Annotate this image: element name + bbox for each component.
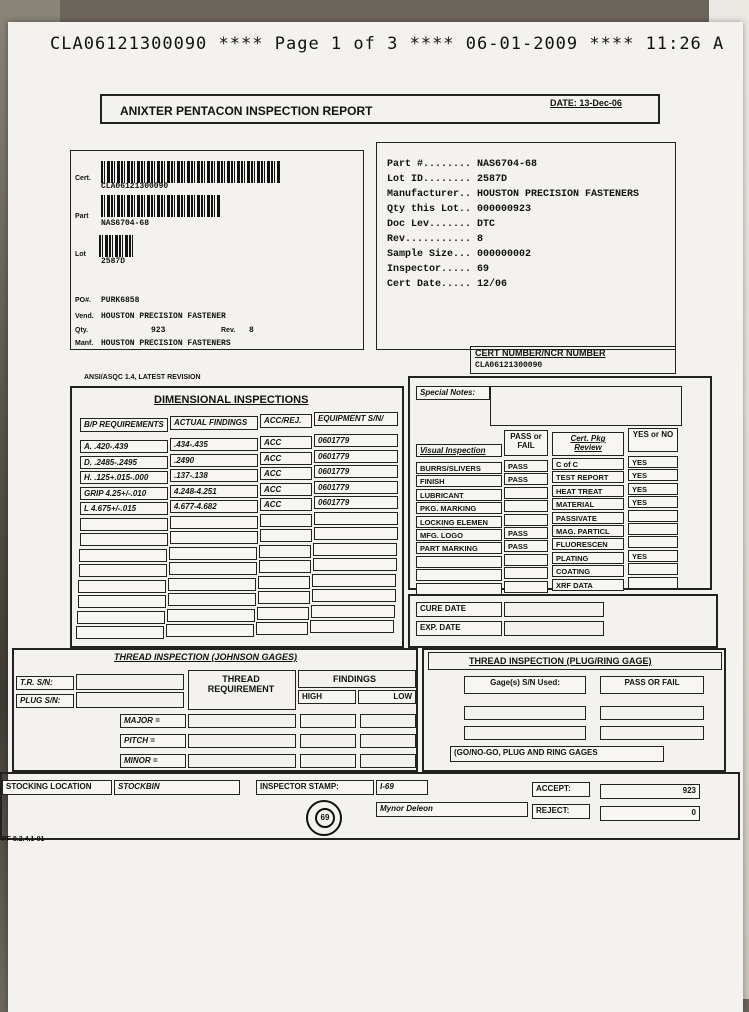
rev-label: Rev. bbox=[221, 327, 236, 334]
minor-label: MINOR = bbox=[120, 754, 186, 768]
dim-cell-empty[interactable] bbox=[166, 624, 254, 637]
high-label: HIGH bbox=[298, 690, 356, 704]
visual-cell: MAG. PARTICL bbox=[552, 525, 624, 537]
part-value: NAS6704-68 bbox=[101, 219, 150, 228]
inspector-stamp-value: I-69 bbox=[376, 780, 428, 795]
dim-cell-empty[interactable] bbox=[170, 531, 258, 544]
gage-sn-field-1[interactable] bbox=[464, 706, 586, 720]
cert-ncr-box bbox=[470, 346, 676, 374]
visual-cell[interactable] bbox=[504, 514, 548, 526]
accept-label: ACCEPT: bbox=[532, 782, 590, 797]
header-separator: **** bbox=[409, 34, 455, 54]
pitch-low[interactable] bbox=[360, 734, 416, 748]
visual-cell: BURRS/SLIVERS bbox=[416, 462, 502, 474]
dim-cell-empty[interactable] bbox=[80, 518, 168, 531]
visual-cell[interactable] bbox=[416, 569, 502, 581]
thread-plug-title-box bbox=[428, 652, 722, 670]
dim-cell-empty[interactable] bbox=[169, 547, 257, 560]
dim-cell-empty[interactable] bbox=[260, 529, 312, 542]
visual-cell: TEST REPORT bbox=[552, 471, 624, 483]
stocking-label: STOCKING LOCATION bbox=[2, 780, 112, 795]
dim-cell: ACC bbox=[260, 498, 312, 511]
dim-cell: D. .2485-.2495 bbox=[80, 456, 168, 469]
reject-value: 0 bbox=[600, 806, 700, 821]
vend-value: HOUSTON PRECISION FASTENER bbox=[101, 312, 226, 321]
stocking-value: STOCKBIN bbox=[114, 780, 240, 795]
dim-cell: 0601779 bbox=[314, 481, 398, 494]
lot-label: Lot bbox=[75, 251, 86, 258]
dim-cell-empty[interactable] bbox=[169, 562, 257, 575]
gage-note: (GO/NO-GO, PLUG AND RING GAGES bbox=[450, 746, 664, 762]
visual-cell: MFG. LOGO bbox=[416, 529, 502, 541]
dim-cell-empty[interactable] bbox=[76, 626, 164, 639]
thread-johnson-title: THREAD INSPECTION (JOHNSON GAGES) bbox=[114, 652, 298, 662]
visual-cell[interactable] bbox=[416, 583, 502, 595]
major-high[interactable] bbox=[300, 714, 356, 728]
visual-cell: C of C bbox=[552, 458, 624, 470]
visual-header: Visual Inspection bbox=[416, 444, 502, 457]
thread-req-label: THREAD REQUIREMENT bbox=[207, 674, 275, 694]
dim-cell-empty[interactable] bbox=[78, 595, 166, 608]
visual-cell: HEAT TREAT bbox=[552, 485, 624, 497]
dim-cell-empty[interactable] bbox=[314, 527, 398, 540]
dim-cell-empty[interactable] bbox=[80, 533, 168, 546]
header-page: Page 1 of 3 bbox=[274, 34, 399, 54]
gage-sn-label: Gage(s) S/N Used: bbox=[464, 676, 586, 694]
dim-header: ACC/REJ. bbox=[260, 414, 312, 428]
footer-block bbox=[0, 772, 740, 840]
dim-cell: ACC bbox=[260, 436, 312, 449]
info-line: Cert Date..... 12/06 bbox=[387, 279, 508, 290]
title-box bbox=[100, 94, 660, 124]
dim-cell-empty[interactable] bbox=[167, 609, 255, 622]
visual-cell[interactable] bbox=[504, 567, 548, 579]
inspector-stamp-number: 69 bbox=[315, 808, 335, 828]
dim-cell-empty[interactable] bbox=[79, 564, 167, 577]
info-line: Qty this Lot.. 000000923 bbox=[387, 204, 532, 215]
inspector-name: Mynor Deleon bbox=[376, 802, 528, 817]
visual-cell: YES bbox=[628, 483, 678, 495]
plug-sn-label: PLUG S/N: bbox=[16, 694, 74, 708]
pitch-req[interactable] bbox=[188, 734, 296, 748]
qty-label: Qty. bbox=[75, 327, 89, 334]
dim-cell: 0601779 bbox=[314, 465, 398, 478]
dim-cell: H. .125+.015-.000 bbox=[80, 471, 168, 484]
report-title: ANIXTER PENTACON INSPECTION REPORT bbox=[120, 104, 373, 118]
dim-cell: GRIP 4.25+/-.010 bbox=[80, 487, 168, 500]
major-req[interactable] bbox=[188, 714, 296, 728]
cure-date-field[interactable] bbox=[504, 602, 604, 617]
dim-cell-empty[interactable] bbox=[170, 516, 258, 529]
dim-header: B/P REQUIREMENTS bbox=[80, 418, 168, 432]
lot-info-lines bbox=[387, 157, 639, 292]
visual-cell[interactable] bbox=[628, 563, 678, 575]
part-label: Part bbox=[75, 213, 89, 220]
qty-value: 923 bbox=[151, 326, 166, 335]
lot-info-block bbox=[376, 142, 676, 350]
info-line: Manufacturer.. HOUSTON PRECISION FASTENERS bbox=[387, 189, 640, 200]
visual-cell[interactable] bbox=[628, 510, 678, 522]
dim-cell-empty[interactable] bbox=[311, 605, 395, 618]
info-line: Doc Lev....... DTC bbox=[387, 219, 496, 230]
yesno-header: YES or NO bbox=[628, 428, 678, 452]
visual-cell: YES bbox=[628, 469, 678, 481]
visual-cell: YES bbox=[628, 456, 678, 468]
visual-cell[interactable] bbox=[504, 487, 548, 499]
dim-cell-empty[interactable] bbox=[259, 545, 311, 558]
dim-cell-empty[interactable] bbox=[168, 578, 256, 591]
dim-cell-empty[interactable] bbox=[312, 589, 396, 602]
header-date: 06-01-2009 bbox=[465, 34, 579, 54]
accept-value: 923 bbox=[600, 784, 700, 799]
manf-label: Manf. bbox=[75, 340, 94, 347]
thread-req-header bbox=[188, 670, 296, 710]
dim-cell-empty[interactable] bbox=[259, 560, 311, 573]
exp-date-field[interactable] bbox=[504, 621, 604, 636]
visual-cell: PLATING bbox=[552, 552, 624, 564]
fax-header bbox=[50, 34, 724, 54]
form-code: PF 8.2.4.1-01 bbox=[2, 836, 45, 843]
rev-value: 8 bbox=[249, 326, 254, 335]
dim-cell: L 4.675+/-.015 bbox=[80, 502, 168, 515]
dimensional-title: DIMENSIONAL INSPECTIONS bbox=[154, 394, 309, 406]
minor-high[interactable] bbox=[300, 754, 356, 768]
minor-req[interactable] bbox=[188, 754, 296, 768]
po-label: PO#. bbox=[75, 297, 91, 304]
lot-value: 2587D bbox=[101, 257, 126, 266]
pitch-label: PITCH = bbox=[120, 734, 186, 748]
visual-cell: YES bbox=[628, 496, 678, 508]
findings-label: FINDINGS bbox=[333, 674, 377, 684]
dim-cell: .434-.435 bbox=[170, 438, 258, 451]
dim-cell-empty[interactable] bbox=[260, 514, 312, 527]
visual-cell: PASS bbox=[504, 527, 548, 539]
date-block bbox=[408, 594, 718, 648]
dim-cell-empty[interactable] bbox=[310, 620, 394, 633]
visual-inspection-block bbox=[408, 376, 712, 590]
dim-cell-empty[interactable] bbox=[256, 622, 308, 635]
visual-cell: PASS bbox=[504, 460, 548, 472]
dim-header: ACTUAL FINDINGS bbox=[170, 416, 258, 430]
visual-cell[interactable] bbox=[416, 556, 502, 568]
dim-cell-empty[interactable] bbox=[257, 607, 309, 620]
dimensional-inspections bbox=[70, 386, 404, 648]
thread-plug-title: THREAD INSPECTION (PLUG/RING GAGE) bbox=[469, 656, 652, 666]
dim-cell: .2490 bbox=[170, 454, 258, 467]
cure-date-label: CURE DATE bbox=[416, 602, 502, 617]
po-value: PURK6858 bbox=[101, 296, 140, 305]
visual-cell: PKG. MARKING bbox=[416, 502, 502, 514]
visual-cell: LUBRICANT bbox=[416, 489, 502, 501]
reject-label: REJECT: bbox=[532, 804, 590, 819]
major-low[interactable] bbox=[360, 714, 416, 728]
major-label: MAJOR = bbox=[120, 714, 186, 728]
barcode-block bbox=[70, 150, 364, 350]
visual-cell[interactable] bbox=[628, 536, 678, 548]
cert-ncr-label: CERT NUMBER/NCR NUMBER bbox=[475, 348, 606, 358]
gage-sn-field-2[interactable] bbox=[464, 726, 586, 740]
header-cert-id: CLA06121300090 bbox=[50, 34, 208, 54]
dim-cell-empty[interactable] bbox=[258, 591, 310, 604]
dim-cell: 0601779 bbox=[314, 496, 398, 509]
dim-cell-empty[interactable] bbox=[258, 576, 310, 589]
cert-barcode bbox=[101, 161, 281, 183]
visual-cell: FLUORESCEN bbox=[552, 538, 624, 550]
visual-cell[interactable] bbox=[628, 577, 678, 589]
info-line: Rev........... 8 bbox=[387, 234, 484, 245]
inspector-stamp-circle bbox=[306, 800, 342, 836]
dim-cell-empty[interactable] bbox=[313, 543, 397, 556]
cert-ncr-value: CLA06121300090 bbox=[475, 361, 543, 370]
findings-header bbox=[298, 670, 416, 688]
cert-value: CLA06121300090 bbox=[101, 182, 169, 191]
passfail-label: PASS OR FAIL bbox=[600, 676, 704, 694]
info-line: Inspector..... 69 bbox=[387, 264, 490, 275]
special-notes-field[interactable] bbox=[490, 386, 682, 426]
tr-sn-field[interactable] bbox=[76, 674, 184, 690]
visual-cell: YES bbox=[628, 550, 678, 562]
visual-cell: MATERIAL bbox=[552, 498, 624, 510]
header-time: 11:26 A bbox=[645, 34, 725, 54]
dim-cell-empty[interactable] bbox=[78, 580, 166, 593]
vend-label: Vend. bbox=[75, 313, 94, 320]
dim-cell: 4.677-4.682 bbox=[170, 500, 258, 513]
inspector-stamp-label: INSPECTOR STAMP: bbox=[256, 780, 374, 795]
visual-cell: PASSIVATE bbox=[552, 512, 624, 524]
dim-cell: ACC bbox=[260, 467, 312, 480]
thread-johnson-block bbox=[12, 648, 418, 772]
info-line: Sample Size... 000000002 bbox=[387, 249, 532, 260]
report-date: DATE: 13-Dec-06 bbox=[550, 98, 622, 108]
dim-cell: 0601779 bbox=[314, 450, 398, 463]
visual-cell: FINISH bbox=[416, 475, 502, 487]
info-line: Part #........ NAS6704-68 bbox=[387, 159, 538, 170]
special-notes-label: Special Notes: bbox=[416, 386, 490, 400]
visual-cell: PASS bbox=[504, 473, 548, 485]
spec-note: ANSI/ASQC 1.4, LATEST REVISION bbox=[84, 374, 201, 381]
cert-label: Cert. bbox=[75, 175, 91, 182]
dim-cell-empty[interactable] bbox=[79, 549, 167, 562]
dim-cell: A. .420-.439 bbox=[80, 440, 168, 453]
manf-value: HOUSTON PRECISION FASTENERS bbox=[101, 339, 231, 348]
dim-header: EQUIPMENT S/N/ bbox=[314, 412, 398, 426]
lot-barcode bbox=[99, 235, 135, 257]
plug-sn-field[interactable] bbox=[76, 692, 184, 708]
visual-cell: PART MARKING bbox=[416, 542, 502, 554]
dim-cell: ACC bbox=[260, 452, 312, 465]
tr-sn-label: T.R. S/N: bbox=[16, 676, 74, 690]
visual-cell[interactable] bbox=[628, 523, 678, 535]
passfail-field-2[interactable] bbox=[600, 726, 704, 740]
header-separator: **** bbox=[589, 34, 635, 54]
info-line: Lot ID........ 2587D bbox=[387, 174, 508, 185]
passfail-header: PASS or FAIL bbox=[504, 430, 548, 456]
visual-cell[interactable] bbox=[504, 581, 548, 593]
minor-low[interactable] bbox=[360, 754, 416, 768]
exp-date-label: EXP. DATE bbox=[416, 621, 502, 636]
visual-cell: LOCKING ELEMEN bbox=[416, 516, 502, 528]
part-barcode bbox=[101, 195, 221, 217]
visual-cell[interactable] bbox=[504, 500, 548, 512]
dim-cell-empty[interactable] bbox=[168, 593, 256, 606]
passfail-field-1[interactable] bbox=[600, 706, 704, 720]
dim-cell-empty[interactable] bbox=[313, 558, 397, 571]
dim-cell-empty[interactable] bbox=[77, 611, 165, 624]
pitch-high[interactable] bbox=[300, 734, 356, 748]
dim-cell-empty[interactable] bbox=[314, 512, 398, 525]
dim-cell: 4.248-4.251 bbox=[170, 485, 258, 498]
low-label: LOW bbox=[358, 690, 416, 704]
visual-cell[interactable] bbox=[504, 554, 548, 566]
dim-cell: ACC bbox=[260, 483, 312, 496]
dim-cell: .137-.138 bbox=[170, 469, 258, 482]
visual-cell: XRF DATA bbox=[552, 579, 624, 591]
dim-cell: 0601779 bbox=[314, 434, 398, 447]
dim-cell-empty[interactable] bbox=[312, 574, 396, 587]
visual-cell: COATING bbox=[552, 565, 624, 577]
certpkg-header: Cert. Pkg Review bbox=[552, 432, 624, 456]
visual-cell: PASS bbox=[504, 540, 548, 552]
header-separator: **** bbox=[218, 34, 264, 54]
inspection-report-page bbox=[2, 22, 743, 1012]
thread-plug-block bbox=[422, 648, 726, 772]
